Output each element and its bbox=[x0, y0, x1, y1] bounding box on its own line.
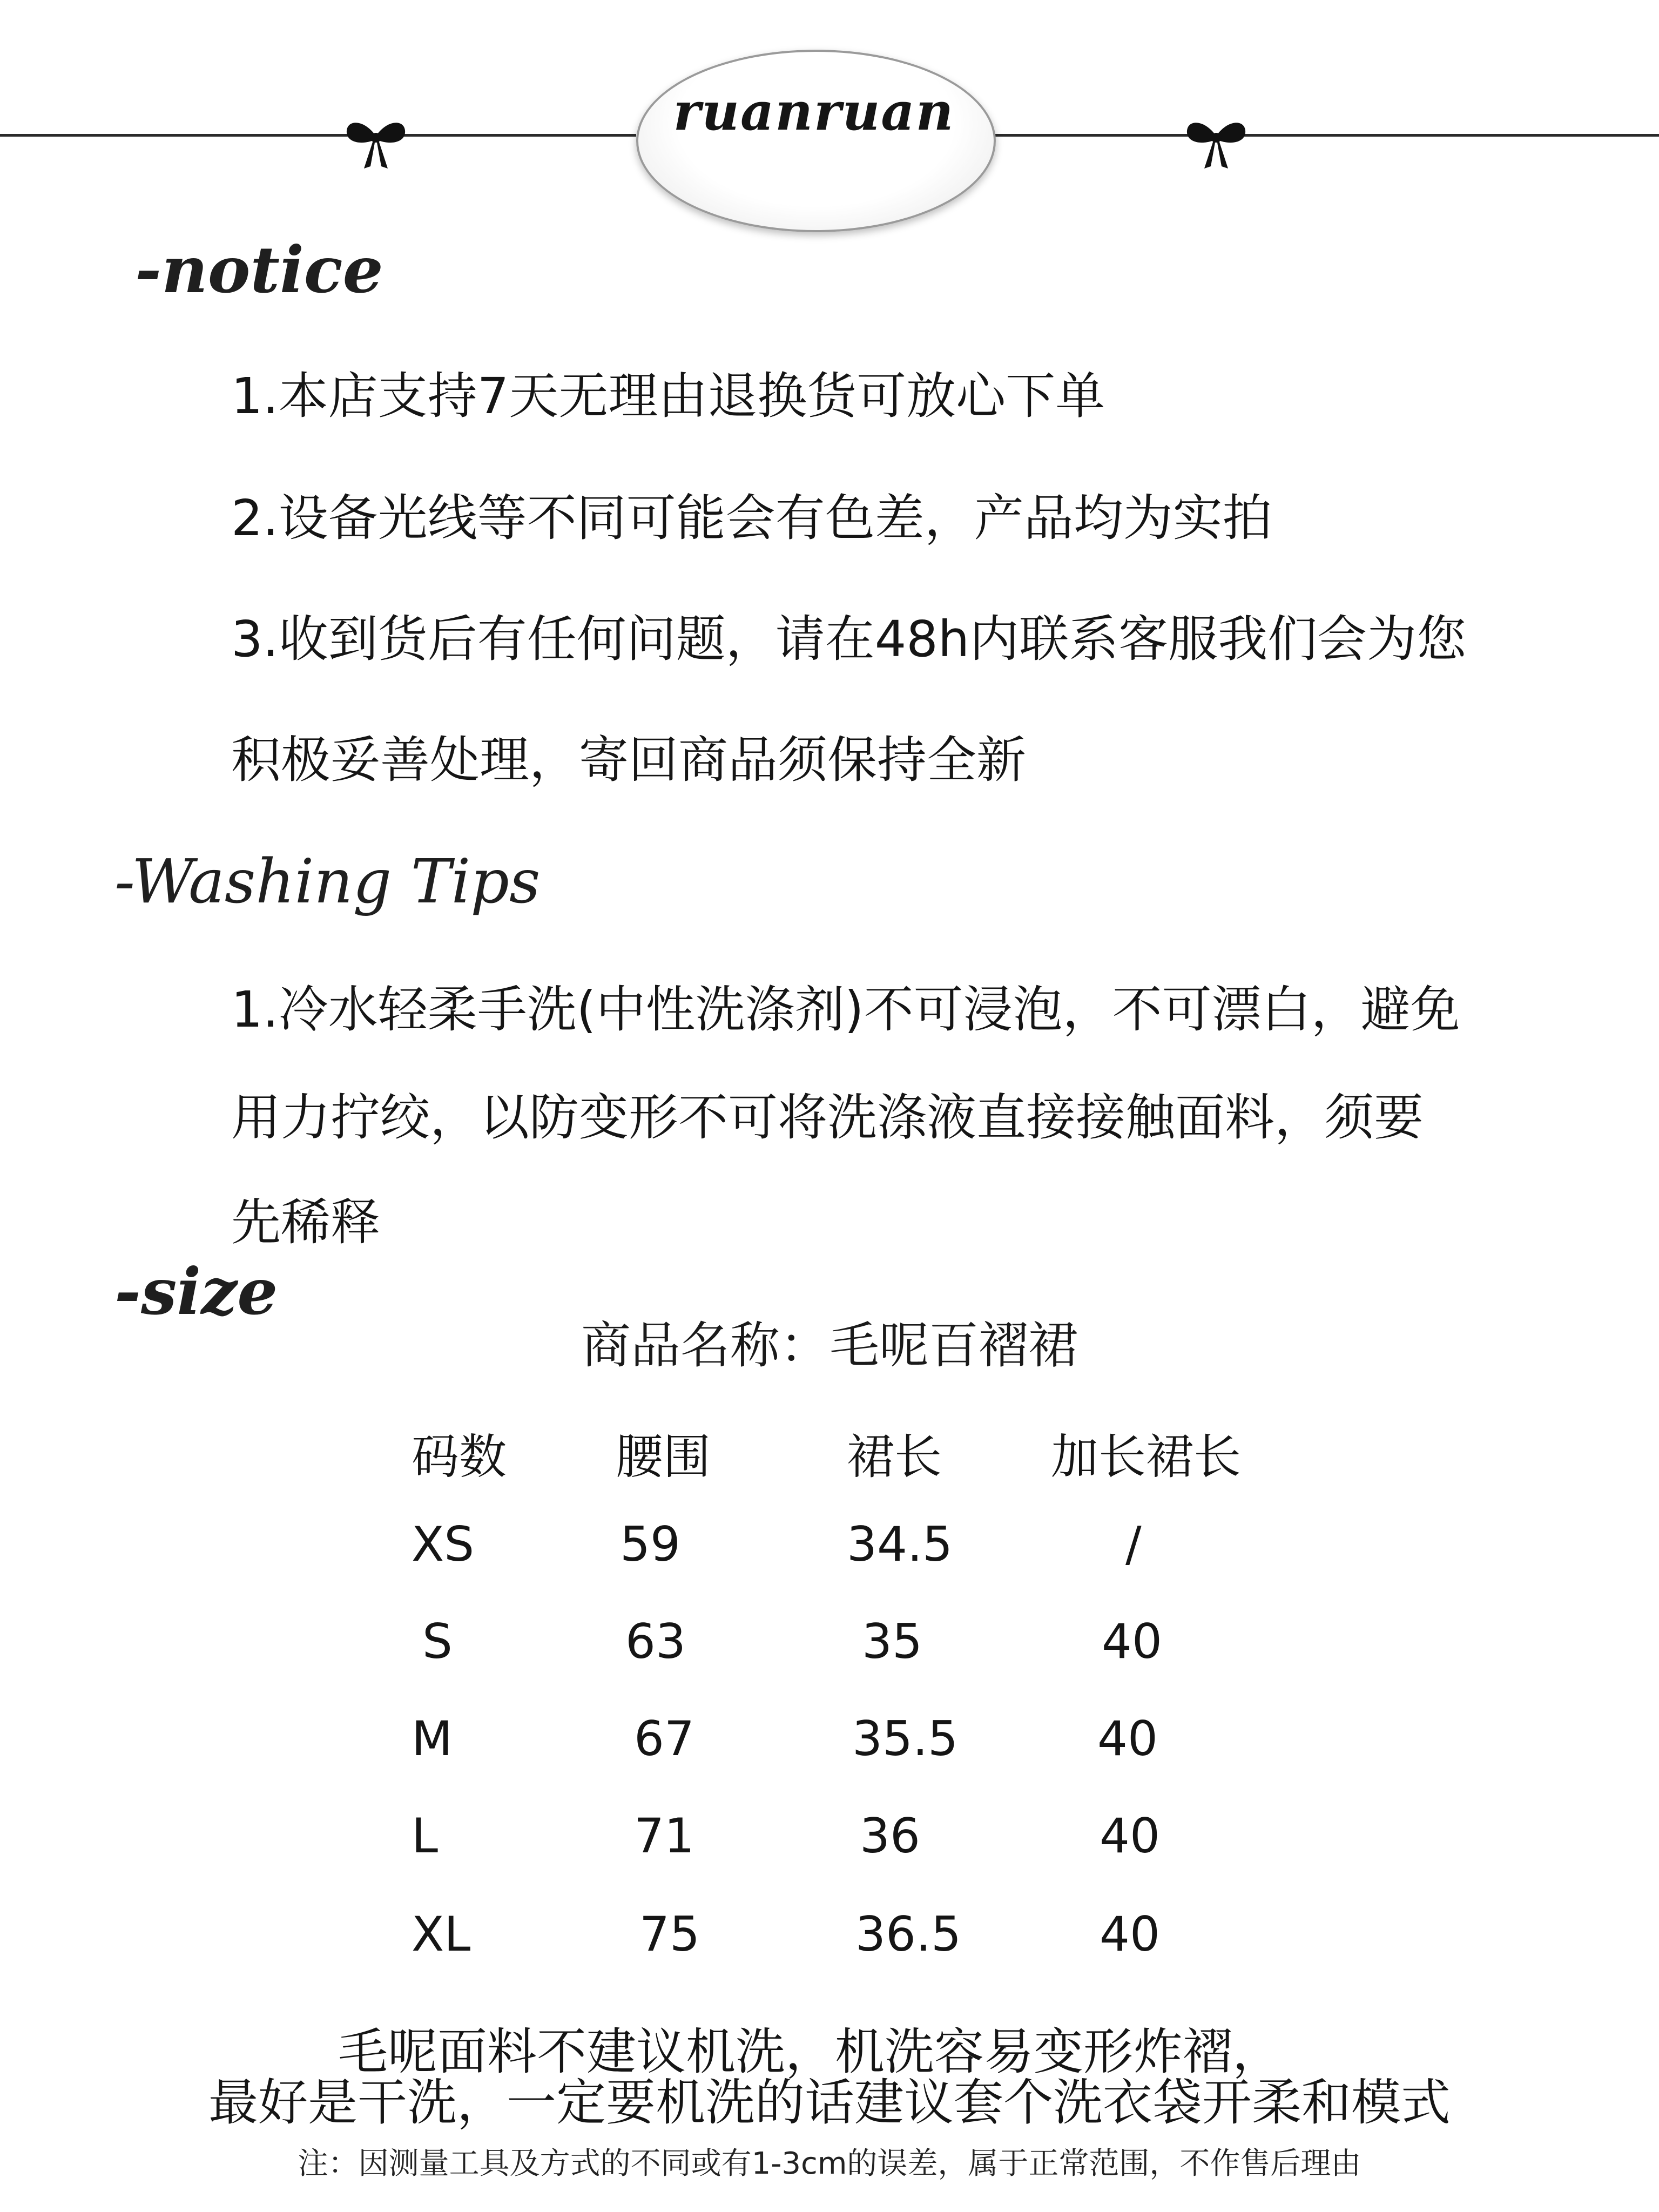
notice-line: 2.设备光线等不同可能会有色差，产品均为实拍 bbox=[231, 489, 1272, 547]
washing-line: 用力拧绞，以防变形不可将洗涤液直接接触面料，须要 bbox=[231, 1089, 1424, 1147]
table-cell: 35.5 bbox=[852, 1711, 958, 1766]
notice-heading: -notice bbox=[135, 232, 383, 307]
table-cell: 67 bbox=[634, 1711, 694, 1766]
table-header: 码数 bbox=[412, 1429, 507, 1485]
care-note: 毛呢面料不建议机洗，机洗容易变形炸褶， bbox=[338, 2023, 1282, 2081]
table-header: 裙长 bbox=[847, 1429, 942, 1485]
table-cell: 40 bbox=[1100, 1808, 1160, 1864]
header-rule-right bbox=[992, 134, 1659, 137]
product-name: 商品名称：毛呢百褶裙 bbox=[581, 1317, 1078, 1374]
bow-icon bbox=[1184, 114, 1249, 174]
header-rule-left bbox=[0, 134, 636, 137]
table-cell: M bbox=[412, 1711, 453, 1766]
table-cell: XL bbox=[412, 1906, 471, 1962]
table-cell: 36.5 bbox=[855, 1906, 961, 1962]
bow-icon bbox=[343, 114, 408, 174]
table-cell: 40 bbox=[1102, 1614, 1162, 1669]
table-cell: 71 bbox=[634, 1808, 694, 1864]
washing-line: 先稀释 bbox=[231, 1193, 381, 1251]
table-cell: 63 bbox=[625, 1614, 686, 1669]
table-header: 加长裙长 bbox=[1051, 1429, 1242, 1485]
care-note: 最好是干洗，一定要机洗的话建议套个洗衣袋开柔和模式 bbox=[208, 2074, 1451, 2132]
notice-line: 1.本店支持7天无理由退换货可放心下单 bbox=[231, 367, 1105, 425]
table-cell: / bbox=[1125, 1516, 1142, 1572]
table-cell: 35 bbox=[862, 1614, 922, 1669]
washing-heading: -Washing Tips bbox=[114, 847, 541, 917]
table-cell: 34.5 bbox=[847, 1516, 953, 1572]
table-cell: 40 bbox=[1097, 1711, 1158, 1766]
table-header: 腰围 bbox=[616, 1429, 711, 1485]
table-cell: 75 bbox=[639, 1906, 700, 1962]
table-cell: L bbox=[412, 1808, 439, 1864]
brand-name: ruanruan bbox=[673, 81, 955, 142]
notice-line: 3.收到货后有任何问题，请在48h内联系客服我们会为您 bbox=[231, 610, 1467, 668]
table-cell: 59 bbox=[620, 1516, 680, 1572]
size-heading: -size bbox=[114, 1254, 278, 1329]
notice-line: 积极妥善处理，寄回商品须保持全新 bbox=[231, 731, 1027, 789]
disclaimer: 注：因测量工具及方式的不同或有1-3cm的误差，属于正常范围，不作售后理由 bbox=[298, 2146, 1361, 2181]
table-cell: XS bbox=[412, 1516, 475, 1572]
washing-line: 1.冷水轻柔手洗(中性洗涤剂)不可浸泡，不可漂白，避免 bbox=[231, 981, 1460, 1038]
table-cell: S bbox=[422, 1614, 453, 1669]
table-cell: 40 bbox=[1100, 1906, 1160, 1962]
table-cell: 36 bbox=[860, 1808, 920, 1864]
